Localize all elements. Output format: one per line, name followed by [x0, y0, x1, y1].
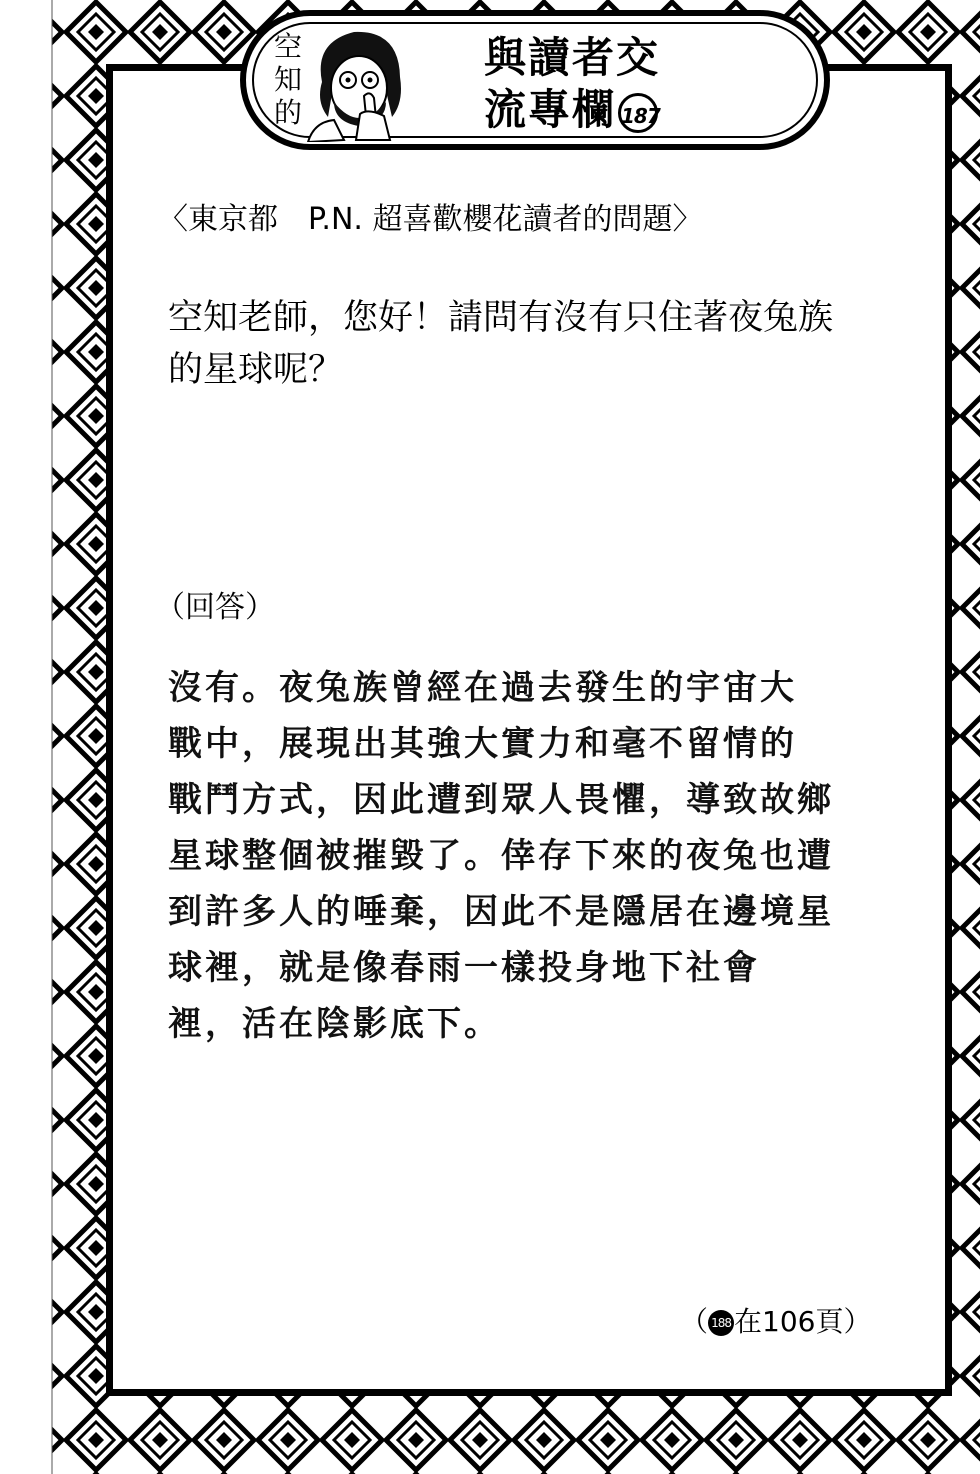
continuation-text: 在106頁） [734, 1305, 872, 1338]
header-small-char: 空 [273, 30, 302, 63]
column-title-line-1: 與讀者交 [484, 33, 661, 82]
answer-line: 到許多人的唾棄，因此不是隱居在邊境星 [168, 892, 834, 932]
answer-line: 裡，活在陰影底下。 [168, 1004, 501, 1044]
continuation-open-paren: （ [680, 1305, 709, 1338]
answer-line: 沒有。夜兔族曾經在過去發生的宇宙大 [168, 668, 797, 708]
column-title [484, 32, 684, 136]
next-issue-badge: 188 [708, 1310, 734, 1336]
letter-sender: 〈東京都 P.N. 超喜歡櫻花讀者的問題〉 [158, 202, 703, 237]
issue-number-badge: 187 [618, 93, 658, 133]
answer-line: 球裡，就是像春雨一樣投身地下社會 [168, 948, 760, 988]
continuation-note [680, 1302, 871, 1342]
header-small-text [268, 30, 308, 129]
author-avatar-illustration [304, 22, 414, 142]
author-answer [168, 660, 868, 1052]
column-title-line-2-text: 流專欄 [484, 85, 617, 134]
question-line: 的星球呢？ [168, 350, 344, 390]
answer-line: 戰鬥方式，因此遭到眾人畏懼，導致故鄉 [168, 780, 834, 820]
column-title-line-2 [484, 84, 684, 136]
reader-question [168, 292, 878, 396]
answer-label: （回答） [155, 590, 275, 625]
header-small-char: 知 [273, 63, 302, 96]
answer-line: 星球整個被摧毀了。倖存下來的夜兔也遭 [168, 836, 834, 876]
question-line: 空知老師，您好！請問有沒有只住著夜兔族 [168, 298, 834, 338]
header-small-char: 的 [273, 96, 302, 129]
answer-line: 戰中，展現出其強大實力和毫不留情的 [168, 724, 797, 764]
